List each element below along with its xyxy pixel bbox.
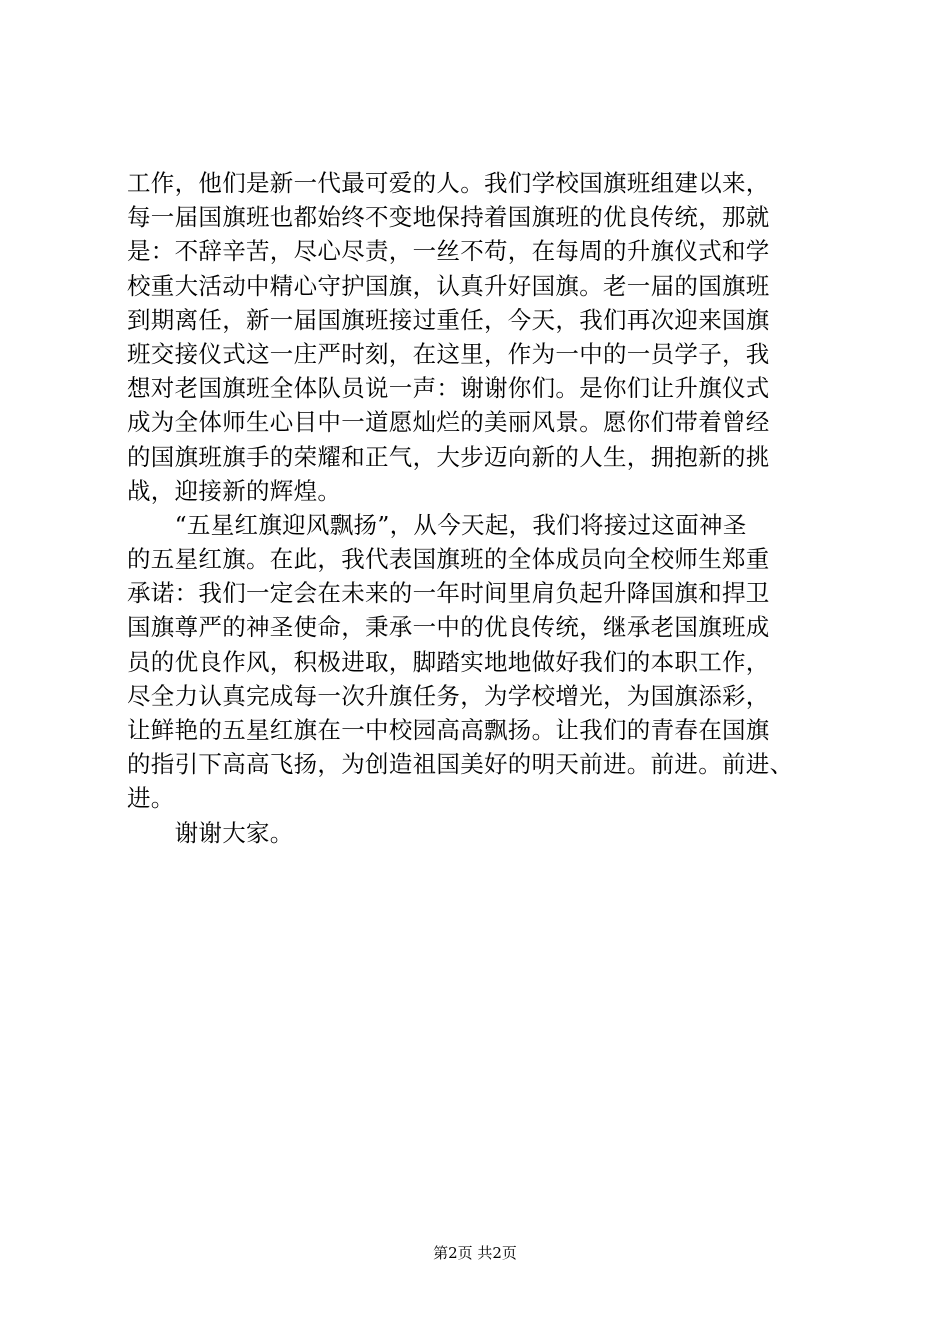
text-line: 到期离任，新一届国旗班接过重任，今天，我们再次迎来国旗	[127, 305, 770, 334]
text-line: “五星红旗迎风飘扬”，从今天起，我们将接过这面神圣	[127, 510, 747, 539]
text-line: 谢谢大家。	[127, 818, 294, 847]
text-line: 是：不辞辛苦，尽心尽责，一丝不苟，在每周的升旗仪式和学	[127, 237, 770, 266]
page-number-footer: 第2页 共2页	[433, 1244, 517, 1262]
text-line: 想对老国旗班全体队员说一声：谢谢你们。是你们让升旗仪式	[127, 374, 770, 403]
text-line: 尽全力认真完成每一次升旗任务，为学校增光，为国旗添彩，	[127, 681, 770, 710]
text-line: 进。	[127, 784, 175, 813]
text-line: 员的优良作风，积极进取，脚踏实地地做好我们的本职工作，	[127, 647, 770, 676]
text-line: 班交接仪式这一庄严时刻，在这里，作为一中的一员学子，我	[127, 339, 770, 368]
text-line: 让鲜艳的五星红旗在一中校园高高飘扬。让我们的青春在国旗	[127, 716, 770, 744]
text-line: 的五星红旗。在此，我代表国旗班的全体成员向全校师生郑重	[127, 545, 770, 574]
text-line: 每一届国旗班也都始终不变地保持着国旗班的优良传统，那就	[127, 203, 770, 232]
text-line: 的国旗班旗手的荣耀和正气，大步迈向新的人生，拥抱新的挑	[127, 442, 770, 471]
text-line: 工作，他们是新一代最可爱的人。我们学校国旗班组建以来，	[127, 169, 770, 197]
text-line: 战，迎接新的辉煌。	[127, 476, 342, 505]
text-line: 国旗尊严的神圣使命，秉承一中的优良传统，继承老国旗班成	[127, 613, 770, 642]
text-line: 承诺：我们一定会在未来的一年时间里肩负起升降国旗和捍卫	[127, 579, 770, 608]
text-line: 的指引下高高飞扬，为创造祖国美好的明天前进。前进。前进、	[127, 750, 794, 779]
text-line: 成为全体师生心目中一道愿灿烂的美丽风景。愿你们带着曾经	[127, 408, 770, 437]
text-line: 校重大活动中精心守护国旗，认真升好国旗。老一届的国旗班	[127, 271, 770, 300]
body-text	[127, 166, 847, 850]
